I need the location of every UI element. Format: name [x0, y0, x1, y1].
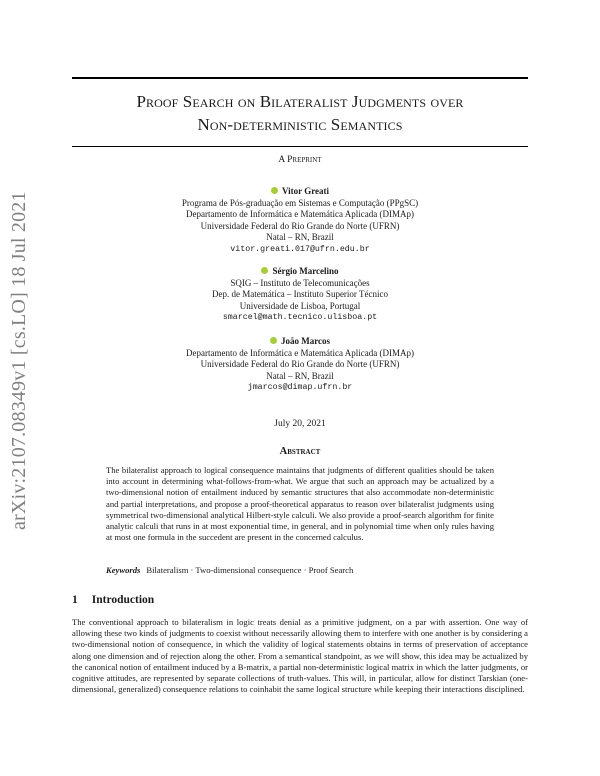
author-block-1: [72, 186, 528, 256]
affiliation-line: Dep. de Matemática – Instituto Superior Técnico: [211, 289, 389, 300]
affiliation-line: Natal – RN, Brazil: [266, 370, 334, 381]
affiliation-line: Universidade Federal do Rio Grande do Norte (UFRN): [200, 359, 400, 370]
author-email[interactable]: jmarcos@dimap.ufrn.br: [247, 383, 353, 393]
orcid-icon[interactable]: [261, 267, 268, 274]
author-name: João Marcos: [280, 336, 331, 346]
publication-date: July 20, 2021: [274, 419, 326, 429]
author-name: Sérgio Marcelino: [272, 266, 339, 276]
author-email[interactable]: vitor.greati.017@ufrn.edu.br: [230, 244, 370, 254]
affiliation-line: SQIG – Instituto de Telecomunicações: [230, 277, 370, 288]
keywords-list: Bilateralism · Two-dimensional consequence · Proof Search: [146, 565, 354, 575]
keywords-label: Keywords: [106, 565, 141, 575]
affiliation-line: Departamento de Informática e Matemática Aplicada (DIMAp): [186, 347, 414, 358]
section-body: The conventional approach to bilateralism in logic treats denial as a primitive judgment, on a par with assertion. One way of allowing these two kinds of judgments to coexist without necessarily allowing them to interfere with one another is by considering a two-dimensional notion of consequence, in which the validity of logical statements obtains in terms of preservation of acceptance along one dimension and of rejection along the other. From a semantical standpoint, as we will show, this idea may be actualized by the canonical notion of entailment induced by a B-matrix, a partial non-deterministic logical matrix in which the latter judgments, or cognitive attitudes, are represented by separate collections of truth-values. This will, in particular, allow for distinct Tarskian (one-dimensional, generalized) consequence relations to coinhabit the same logical structure while keeping their interactions disciplined.: [72, 617, 528, 695]
title-line-2: Non-deterministic Semantics: [197, 115, 403, 134]
preprint-label: A Preprint: [278, 155, 322, 165]
affiliation-line: Natal – RN, Brazil: [266, 232, 334, 243]
author-name: Vitor Greati: [281, 186, 330, 196]
arxiv-stamp: arXiv:2107.08349v1 [cs.LO] 18 Jul 2021: [8, 191, 30, 530]
author-block-3: [72, 336, 528, 394]
title-bottom-rule: [72, 146, 528, 147]
abstract-heading: Abstract: [279, 446, 321, 457]
title-line-1: Proof Search on Bilateralist Judgments over: [136, 92, 464, 111]
keywords-line: [106, 565, 494, 575]
affiliation-line: Departamento de Informática e Matemática Aplicada (DIMAp): [186, 209, 414, 220]
orcid-icon[interactable]: [270, 337, 277, 344]
abstract-text: The bilateralist approach to logical consequence maintains that judgments of different qualities should be taken into account in determining what-follows-from-what. We argue that such an approach may be actualized by a two-dimensional notion of entailment induced by semantic structures that also accommodate non-deterministic and partial interpretations, and propose a proof-theoretical apparatus to reason over bilateralist judgments using symmetrical two-dimensional analytical Hilbert-style calculi. We also provide a proof-search algorithm for finite analytic calculi that runs in at most exponential time, in general, and in polynomial time when only rules having at most one formula in the succedent are present in the concerned calculus.: [106, 465, 494, 543]
affiliation-line: Universidade Federal do Rio Grande do Norte (UFRN): [200, 220, 400, 231]
orcid-icon[interactable]: [271, 187, 278, 194]
section-title: Introduction: [91, 594, 155, 606]
author-block-2: [72, 266, 528, 324]
section-heading: [72, 594, 154, 606]
affiliation-line: Universidade de Lisboa, Portugal: [239, 300, 361, 311]
affiliation-line: Programa de Pós-graduação em Sistemas e Computação (PPgSC): [181, 197, 419, 208]
author-email[interactable]: smarcel@math.tecnico.ulisboa.pt: [222, 313, 378, 323]
paper-title: [72, 90, 528, 136]
title-top-rule: [72, 77, 528, 79]
section-number: 1: [72, 594, 78, 606]
